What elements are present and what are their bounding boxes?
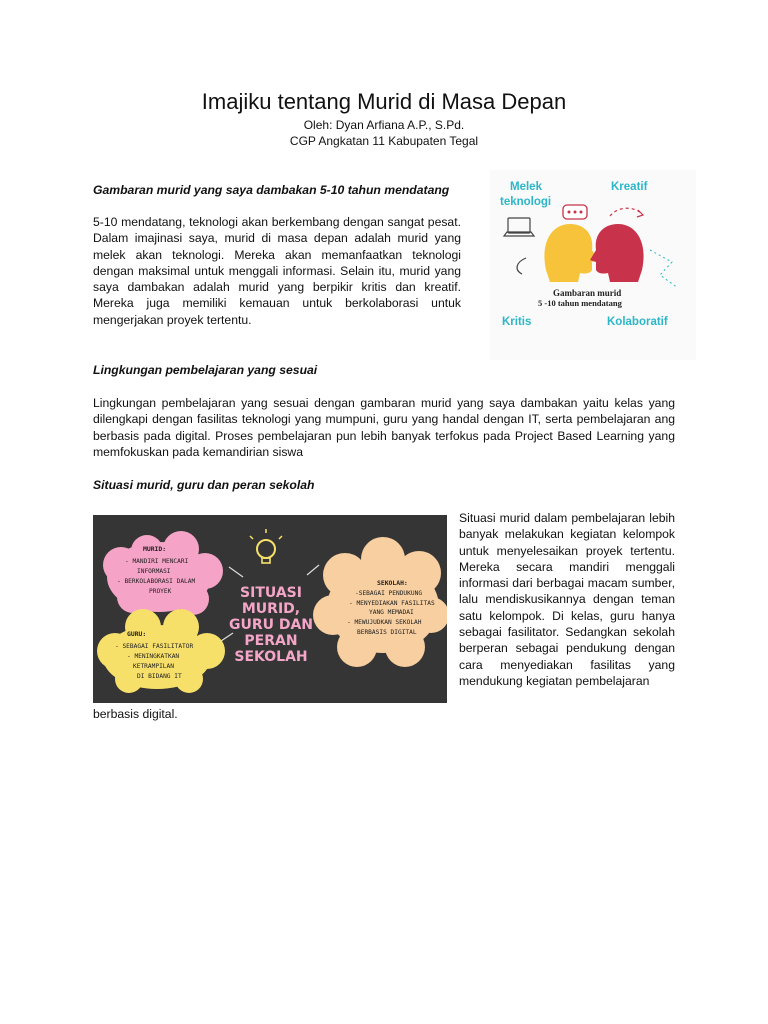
center-title-5: SEKOLAH (234, 649, 308, 665)
murid-item-3: - BERKOLABORASI DALAM (117, 578, 196, 585)
guru-item-4: DI BIDANG IT (137, 673, 182, 680)
label-teknologi: teknologi (500, 196, 552, 208)
chat-bubble-icon (563, 205, 587, 219)
sekolah-item-1: -SEBAGAI PENDUKUNG (355, 590, 423, 597)
center-title-2: MURID, (241, 601, 301, 617)
label-kreatif: Kreatif (611, 181, 648, 193)
label-kritis: Kritis (502, 316, 532, 328)
situation-illustration (93, 515, 447, 703)
sekolah-title: SEKOLAH: (377, 579, 408, 587)
future-student-figure (490, 170, 696, 360)
caption-line-2: 5 -10 tahun mendatang (538, 298, 622, 308)
sekolah-item-5: BERBASIS DIGITAL (357, 629, 417, 636)
future-student-illustration (490, 170, 696, 360)
label-melek: Melek (510, 181, 542, 193)
section3-paragraph: Situasi murid dalam pembelajaran lebih banyak melakukan kegiatan kelompok untuk menyelesaikan proyek tertentu. Mereka secara mandiri menggali informasi dari berbagai macam sumber, lalu mendiskusikannya dengan teman satu kelompok. Di kelas, guru hanya sebagai fasilitator. Sedangkan sekolah berperan sebagai pendukung dengan cara menyediakan fasilitas yang mendukung kegiatan pembelajaran (459, 511, 675, 688)
situation-figure (93, 515, 447, 703)
center-title-3: GURU DAN (228, 617, 314, 633)
section1-heading: Gambaran murid yang saya dambakan 5-10 tahun mendatang (93, 183, 450, 197)
murid-item-2: INFORMASI (137, 568, 171, 575)
sekolah-item-3: YANG MEMADAI (369, 609, 414, 616)
section1-paragraph: 5-10 mendatang, teknologi akan berkembang dengan sangat pesat. Dalam imajinasi saya, murid di masa depan adalah murid yang melek akan teknologi. Mereka akan memanfaatkan teknologi dengan maksimal untuk menggali informasi. Selain itu, murid yang saya dambakan adalah murid yang berpikir kritis dan kreatif. Mereka juga memiliki kemauan untuk berkolaborasi untuk mengerjakan proyek tertentu. (93, 215, 461, 327)
murid-title: MURID: (143, 545, 167, 553)
center-title-4: PERAN (244, 633, 298, 649)
murid-item-1: - MANDIRI MENCARI (125, 558, 189, 565)
section2-heading: Lingkungan pembelajaran yang sesuai (93, 363, 318, 377)
guru-item-1: - SEBAGAI FASILITATOR (115, 643, 194, 650)
center-title-1: SITUASI (240, 585, 302, 601)
section3-paragraph-tail: berbasis digital. (93, 707, 178, 721)
document-title: Imajiku tentang Murid di Masa Depan (201, 89, 567, 114)
caption-line-1: Gambaran murid (553, 288, 622, 298)
sekolah-item-4: - MEWUJUDKAN SEKOLAH (347, 619, 422, 626)
sekolah-item-2: - MENYEDIAKAN FASILITAS (349, 600, 435, 607)
label-kolaboratif: Kolaboratif (607, 316, 668, 328)
guru-item-3: KETRAMPILAN (133, 663, 174, 670)
author-line: Oleh: Dyan Arfiana A.P., S.Pd. (303, 118, 465, 132)
section2-paragraph: Lingkungan pembelajaran yang sesuai dengan gambaran murid yang saya dambakan yaitu kelas yang dilengkapi dengan fasilitas teknologi yang mumpuni, guru yang handal dengan IT, serta pembelajaran ang berbasis pada digital. Proses pembelajaran pun lebih banyak terfokus pada Project Based Learning yang memfokuskan pada kemandirian siswa (93, 396, 675, 459)
affiliation-line: CGP Angkatan 11 Kabupaten Tegal (289, 134, 479, 148)
guru-item-2: - MENINGKATKAN (127, 653, 180, 660)
murid-item-4: PROYEK (149, 588, 172, 595)
guru-title: GURU: (127, 630, 147, 638)
section3-heading: Situasi murid, guru dan peran sekolah (93, 478, 315, 492)
